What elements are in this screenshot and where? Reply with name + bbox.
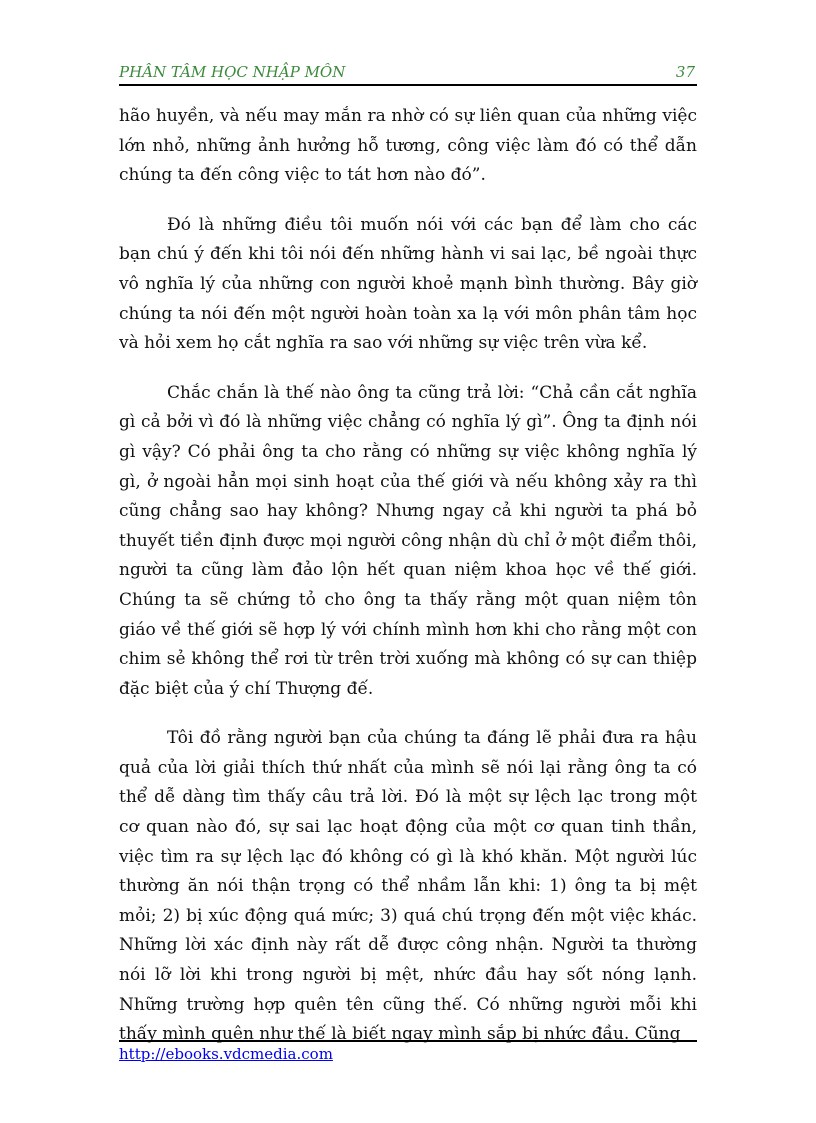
body-text	[119, 102, 697, 1070]
paragraph: Đó là những điều tôi muốn nói với các bạn để làm cho các bạn chú ý đến khi tôi nói đến những hành vi sai lạc, bề ngoài thực vô nghĩa lý của những con người khoẻ mạnh bình thường. Bây giờ chúng ta nói đến một người hoàn toàn xa lạ với môn phân tâm học và hỏi xem họ cắt nghĩa ra sao với những sự việc trên vừa kể.	[119, 214, 697, 354]
paragraph: Chắc chắn là thế nào ông ta cũng trả lời: “Chả cần cắt nghĩa gì cả bởi vì đó là những việc chẳng có nghĩa lý gì”. Ông ta định nói gì vậy? Có phải ông ta cho rằng có những sự việc không nghĩa lý gì, ở ngoài hẳn mọi sinh hoạt của thế giới và nếu không xảy ra thì cũng chẳng sao hay không? Nhưng ngay cả khi người ta phá bỏ thuyết tiền định được mọi người công nhận dù chỉ ở một điểm thôi, người ta cũng làm đảo lộn hết quan niệm khoa học về thế giới. Chúng ta sẽ chứng tỏ cho ông ta thấy rằng một quan niệm tôn giáo về thế giới sẽ hợp lý với chính mình hơn khi cho rằng một con chim sẻ không thể rơi từ trên trời xuống mà không có sự can thiệp đặc biệt của ý chí Thượng đế.	[119, 382, 697, 699]
page-footer	[119, 1040, 697, 1064]
page-header	[119, 60, 697, 86]
page-number: 37	[675, 63, 695, 81]
footer-link[interactable]: http://ebooks.vdcmedia.com	[119, 1045, 333, 1063]
paragraph: hão huyền, và nếu may mắn ra nhờ có sự liên quan của những việc lớn nhỏ, những ảnh hưởng hỗ tương, công việc làm đó có thể dẫn chúng ta đến công việc to tát hơn nào đó”.	[119, 106, 697, 186]
running-title: PHÂN TÂM HỌC NHẬP MÔN	[119, 63, 346, 81]
paragraph: Tôi đồ rằng người bạn của chúng ta đáng lẽ phải đưa ra hậu quả của lời giải thích thứ nhất của mình sẽ nói lại rằng ông ta có thể dễ dàng tìm thấy câu trả lời. Đó là một sự lệch lạc trong một cơ quan nào đó, sự sai lạc hoạt động của một cơ quan tinh thần, việc tìm ra sự lệch lạc đó không có gì là khó khăn. Một người lúc thường ăn nói thận trọng có thể nhầm lẫn khi: 1) ông ta bị mệt mỏi; 2) bị xúc động quá mức; 3) quá chú trọng đến một việc khác. Những lời xác định này rất dễ được công nhận. Người ta thường nói lỡ lời khi trong người bị mệt, nhức đầu hay sốt nóng lạnh. Những trường hợp quên tên cũng thế. Có những người mỗi khi thấy mình quên như thế là biết ngay mình sắp bị nhức đầu. Cũng	[119, 728, 697, 1045]
